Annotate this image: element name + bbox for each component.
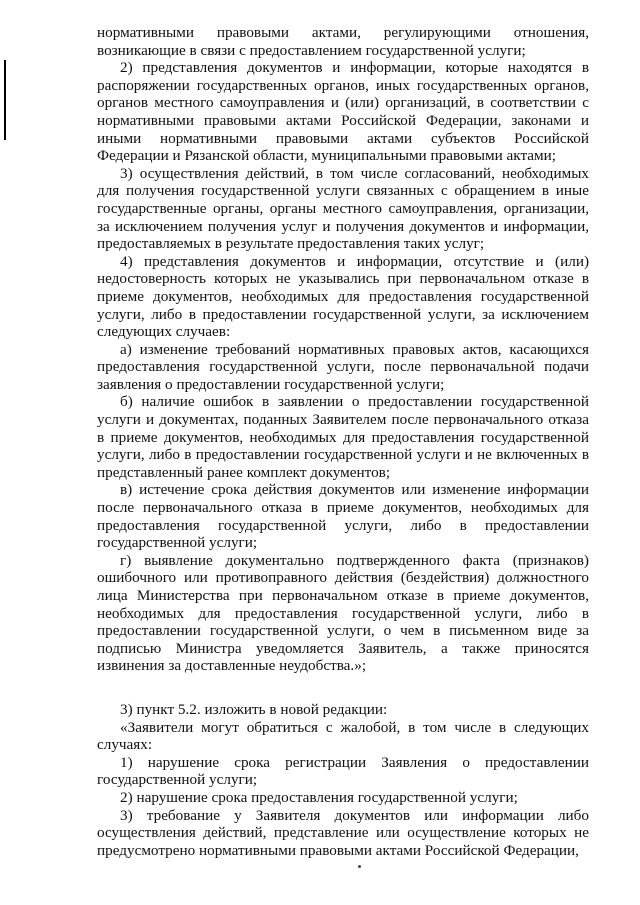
paragraph: 4) представления документов и информации, отсутствие и (или) недостоверность которых не указывались при первоначальном отказе в приеме документов, необходимых для предоставления государственной услуги, либо в предоставлении государственной услуги, за исключением следующих случаев: xyxy=(97,252,589,341)
paragraph: 2) представления документов и информации, которые находятся в распоряжении государственных органов, иных государственных органов, органов местного самоуправления и (или) организаций, в соответствии с нормативными правовыми актами Российской Федерации, законами и иными нормативными правовыми актами субъектов Российской Федерации и Рязанской области, муниципальными правовыми актами; xyxy=(97,59,589,165)
paragraph: 3) пункт 5.2. изложить в новой редакции: xyxy=(120,700,388,718)
paragraph: г) выявление документально подтвержденного факта (признаков) ошибочного или противоправного действия (бездействия) должностного лица Министерства при первоначальном отказе в приеме документов, необходимых для предоставления государственной услуги, либо в предоставлении государственной услуги, о чем в письменном виде за подписью Министра уведомляется Заявитель, а также приносятся извинения за доставленные неудобства.»; xyxy=(97,551,589,675)
paragraph: «Заявители могут обратиться с жалобой, в том числе в следующих случаях: xyxy=(97,718,589,754)
paragraph: 1) нарушение срока регистрации Заявления о предоставлении государственной услуги; xyxy=(97,753,589,789)
scan-margin-mark xyxy=(4,60,6,140)
paragraph: 2) нарушение срока предоставления государственной услуги; xyxy=(120,788,518,806)
paragraph: 3) требование у Заявителя документов или информации либо осуществления действий, представление или осуществление которых не предусмотрено нормативными правовыми актами Российской Федерации, xyxy=(97,806,589,859)
paragraph: а) изменение требований нормативных правовых актов, касающихся предоставления государственной услуги, после первоначальной подачи заявления о предоставлении государственной услуги; xyxy=(97,340,589,393)
scan-speck xyxy=(358,865,361,868)
document-page xyxy=(97,24,589,859)
paragraph: нормативными правовыми актами, регулирующими отношения, возникающие в связи с предоставлением государственной услуги; xyxy=(97,24,589,59)
paragraph: 3) осуществления действий, в том числе согласований, необходимых для получения государственной услуги связанных с обращением в иные государственные органы, органы местного самоуправления, организации, за исключением получения услуг и получения документов и информации, предоставляемых в результате предоставления таких услуг; xyxy=(97,164,589,253)
paragraph: в) истечение срока действия документов или изменение информации после первоначального отказа в приеме документов, необходимых для предоставления государственной услуги, либо в предоставлении государственной услуги; xyxy=(97,481,589,552)
paragraph: б) наличие ошибок в заявлении о предоставлении государственной услуги и документах, поданных Заявителем после первоначального отказа в приеме документов, необходимых для предоставления государственной услуги, либо в предоставлении государственной услуги и не включенных в представленный ранее комплект документов; xyxy=(97,393,589,481)
paragraph-gap xyxy=(97,675,589,701)
